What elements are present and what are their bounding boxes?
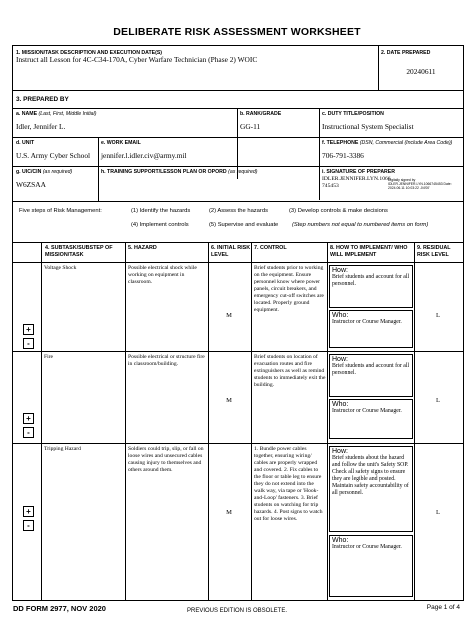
how-label: How: [332, 267, 348, 274]
step-4: (4) Implement controls [131, 222, 189, 228]
name-field[interactable]: Idler, Jennifer L. [16, 122, 66, 131]
form-number: DD FORM 2977, NOV 2020 [13, 604, 106, 613]
col-control-header: 7. CONTROL [254, 245, 287, 251]
phone-field[interactable]: 706-791-3386 [322, 151, 364, 160]
name-label: a. NAME (Last, First, Middle Initial) [16, 111, 97, 117]
prepared-by-label: 3. PREPARED BY [16, 96, 69, 103]
who-field[interactable] [329, 399, 413, 439]
how-field[interactable] [329, 354, 413, 397]
training-label: h. TRAINING SUPPORT/LESSON PLAN OR OPORD (as required) [101, 169, 258, 175]
who-text: Instructor or Course Manager. [332, 408, 402, 414]
remove-row-button[interactable]: - [23, 427, 34, 438]
residual-risk-cell[interactable]: L [436, 509, 440, 516]
risk-steps [13, 203, 463, 241]
signature-label: i. SIGNATURE OF PREPARER [322, 169, 396, 175]
rank-field[interactable]: GG-11 [240, 122, 261, 131]
step-5: (5) Supervise and evaluate [209, 222, 279, 228]
table-row [13, 443, 463, 600]
hazard-cell[interactable]: Possible electrical shock while working on equipment in classroom. [128, 265, 197, 285]
step-3: (3) Develop controls & make decisions [289, 208, 388, 214]
worksheet-form [12, 45, 464, 601]
how-text: Brief students about the hazard and follow the unit's Safety SOP. Check all safety signs to ensure they are legible and posted. Maintain safety accountability of all personnel. [332, 455, 409, 496]
remove-row-button[interactable]: - [23, 520, 34, 531]
add-row-button[interactable]: + [23, 413, 34, 424]
date-prepared-label: 2. DATE PREPARED [381, 50, 431, 56]
col-hazard-header: 5. HAZARD [128, 245, 157, 251]
control-cell[interactable]: Brief students prior to working on the equipment. Ensure personnel know where power panels, circuit breakers, and emergency cut-off switches are located. Properly ground equipment. [254, 265, 324, 313]
who-label: Who: [332, 537, 349, 544]
rank-label: b. RANK/GRADE [240, 111, 282, 117]
who-text: Instructor or Course Manager. [332, 544, 402, 550]
subtask-cell[interactable]: Tripping Hazard [44, 446, 81, 452]
table-row [13, 262, 463, 351]
unit-field[interactable]: U.S. Army Cyber School [16, 151, 91, 160]
signature-digital-stamp: Digitally signed by IDLER.JENNIFER.LYN.1066745453 Date: 2024.06.11 10:03:22 -04'00' [388, 178, 452, 191]
how-text: Brief students and account for all personnel. [332, 363, 410, 376]
control-cell[interactable]: Brief students on location of evacuation routes and fire extinguishers as well as remind students to immediately exit the building. [254, 354, 326, 388]
col-residual-header: 9. RESIDUAL RISK LEVEL [417, 245, 451, 258]
unit-label: d. UNIT [16, 140, 35, 146]
step-1: (1) Identify the hazards [131, 208, 191, 214]
how-field[interactable] [329, 265, 413, 308]
hazard-cell[interactable]: Soldiers could trip, slip, or fall on loose wires and unsecured cables causing injury to themselves and others around them. [128, 446, 204, 473]
subtask-cell[interactable]: Fire [44, 354, 54, 360]
how-label: How: [332, 448, 348, 455]
col-subtask-header: 4. SUBTASK/SUBSTEP OF MISSION/TASK [45, 245, 113, 258]
email-field[interactable]: jennifer.l.idler.civ@army.mil [101, 151, 187, 160]
steps-lead: Five steps of Risk Management: [19, 208, 102, 214]
who-field[interactable] [329, 535, 413, 597]
who-text: Instructor or Course Manager. [332, 319, 402, 325]
phone-label: f. TELEPHONE (DSN, Commercial (Include Area Code)) [322, 140, 453, 146]
mission-field[interactable]: Instruct all Lesson for 4C-C34-170A, Cyber Warfare Technician (Phase 2) WOIC [16, 55, 258, 64]
add-row-button[interactable]: + [23, 324, 34, 335]
who-label: Who: [332, 312, 349, 319]
date-prepared-field[interactable]: 20240611 [406, 67, 436, 76]
initial-risk-cell[interactable]: M [226, 509, 232, 516]
obsolete-notice: PREVIOUS EDITION IS OBSOLETE. [186, 608, 288, 614]
who-field[interactable] [329, 310, 413, 348]
initial-risk-cell[interactable]: M [226, 397, 232, 404]
signature-name: IDLER.JENNIFER.LYN.1066 745453 [322, 176, 391, 189]
add-row-button[interactable]: + [23, 506, 34, 517]
subtask-cell[interactable]: Voltage Shock [44, 265, 77, 271]
how-label: How: [332, 356, 348, 363]
initial-risk-cell[interactable]: M [226, 312, 232, 319]
step-2: (2) Assess the hazards [209, 208, 268, 214]
mission-label: 1. MISSION/TASK DESCRIPTION AND EXECUTION DATE(S) [16, 50, 163, 56]
training-field[interactable] [101, 177, 317, 197]
how-text: Brief students and account for all personnel. [332, 274, 410, 287]
duty-label: c. DUTY TITLE/POSITION [322, 111, 384, 117]
col-initial-header: 6. INITIAL RISK LEVEL [211, 245, 251, 258]
col-how-header: 8. HOW TO IMPLEMENT/ WHO WILL IMPLEMENT [330, 245, 408, 258]
table-row [13, 351, 463, 443]
control-cell[interactable]: 1. Bundle power cables together, ensuring wiring/ cables are properly wrapped and covered. 2. Fix cables to the floor or table leg to ensure they do not extend into the walk way, via tape or 'Hook-and-Loop' fasteners. 3. Brief students on watching for trip hazards. 4. Post signs to watch out for loose wires. [254, 446, 323, 522]
duty-field[interactable]: Instructional System Specialist [322, 122, 414, 131]
hazard-cell[interactable]: Possible electrical or structure fire in classroom/building. [128, 354, 205, 367]
remove-row-button[interactable]: - [23, 338, 34, 349]
page-number: Page 1 of 4 [426, 604, 460, 611]
uic-field[interactable]: W6ZSAA [16, 180, 46, 189]
how-field[interactable] [329, 446, 413, 532]
email-label: e. WORK EMAIL [101, 140, 141, 146]
who-label: Who: [332, 401, 349, 408]
steps-note: (Step numbers not equal to numbered items on form) [292, 222, 429, 228]
uic-label: g. UIC/CIN (as required) [16, 169, 73, 175]
residual-risk-cell[interactable]: L [436, 312, 440, 319]
signature-field[interactable] [322, 176, 462, 200]
form-title: DELIBERATE RISK ASSESSMENT WORKSHEET [113, 26, 361, 38]
residual-risk-cell[interactable]: L [436, 397, 440, 404]
